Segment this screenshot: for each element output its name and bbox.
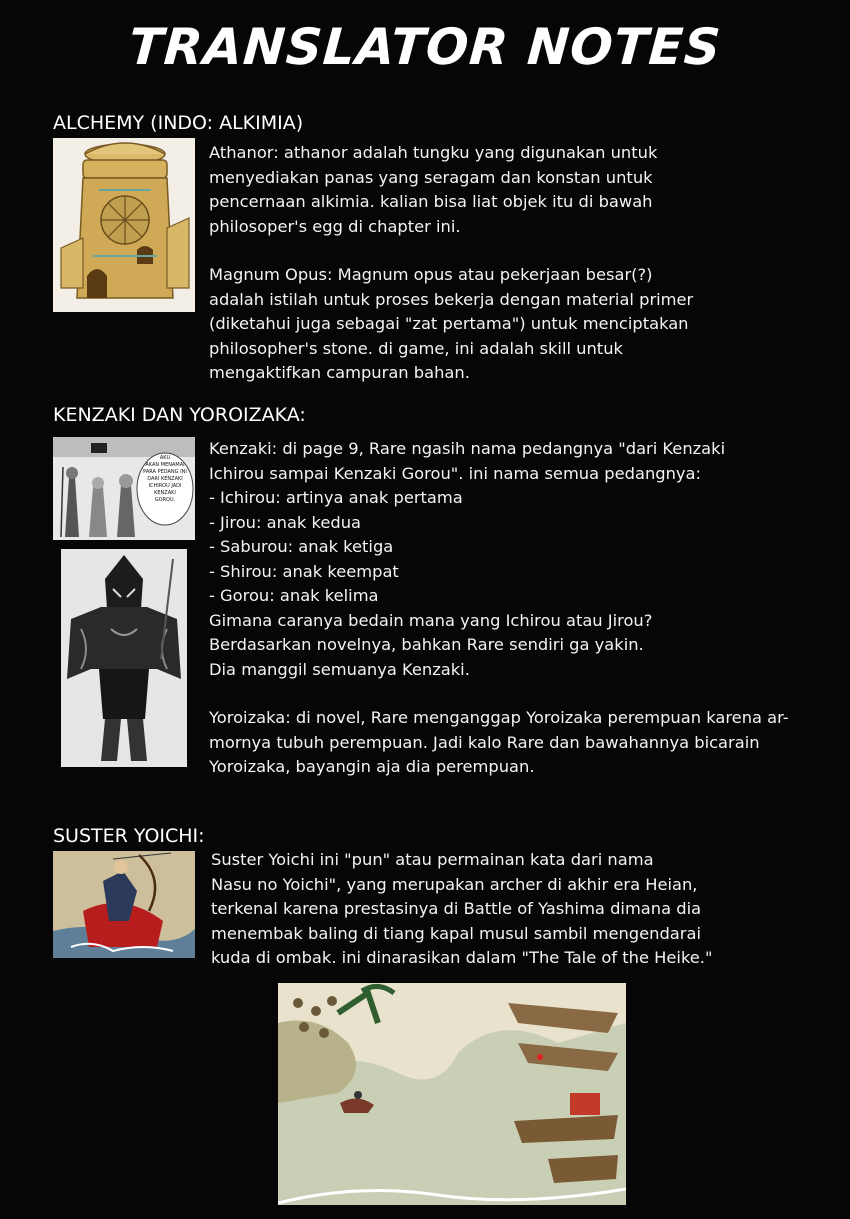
kenzaki-paragraph [209, 437, 725, 682]
text-line: Magnum Opus: Magnum opus atau pekerjaan besar(?) [209, 265, 653, 284]
yoichi-heading: SUSTER YOICHI: [53, 825, 205, 847]
text-line: Nasu no Yoichi", yang merupakan archer di akhir era Heian, [211, 874, 698, 894]
text-line: philosopher's stone. di game, ini adalah skill untuk [209, 338, 623, 358]
armor-knight-image [61, 549, 187, 767]
page-title: TRANSLATOR NOTES [126, 18, 724, 76]
bubble-line: AKU [159, 455, 171, 461]
yoichi-paragraph [211, 848, 712, 971]
manga-speech-bubble [139, 455, 191, 504]
bubble-line: AKAN MENAMAI [145, 462, 185, 468]
text-line: - Shirou: anak keempat [209, 561, 399, 581]
text-line: Gimana caranya bedain mana yang Ichirou atau Jirou? [209, 610, 653, 630]
text-line: Dia manggil semuanya Kenzaki. [209, 659, 470, 679]
text-line: Kenzaki: di page 9, Rare ngasih nama pedangnya "dari Kenzaki [209, 439, 726, 458]
alchemy-heading: ALCHEMY (INDO: ALKIMIA) [53, 112, 304, 134]
text-line: (diketahui juga sebagai "zat pertama") untuk menciptakan [209, 314, 689, 333]
text-line: Suster Yoichi ini "pun" atau permainan kata dari nama [211, 850, 654, 869]
text-line: Yoroizaka, bayangin aja dia perempuan. [209, 757, 535, 776]
text-line: Ichirou sampai Kenzaki Gorou". ini nama semua pedangnya: [209, 463, 702, 483]
text-line: menembak baling di tiang kapal musul sambil mengendarai [211, 923, 701, 943]
text-line: - Jirou: anak kedua [209, 512, 362, 532]
text-line: - Saburou: anak ketiga [209, 537, 394, 556]
text-line: terkenal karena prestasinya di Battle of Yashima dimana dia [211, 899, 702, 918]
text-line: kuda di ombak. ini dinarasikan dalam "The Tale of the Heike." [211, 948, 713, 967]
text-line: - Ichirou: artinya anak pertama [209, 488, 463, 507]
bubble-line: DARI KENZAKI [147, 476, 183, 482]
text-line: philosoper's egg di chapter ini. [209, 216, 461, 236]
text-line: - Gorou: anak kelima [209, 586, 379, 605]
yoroizaka-paragraph [209, 706, 789, 780]
athanor-image [53, 138, 195, 312]
bubble-line: KENZAKI [154, 490, 176, 496]
text-line: mornya tubuh perempuan. Jadi kalo Rare dan bawahannya bicarain [209, 732, 760, 752]
yoichi-archer-image [53, 851, 195, 958]
text-line: Athanor: athanor adalah tungku yang digunakan untuk [209, 143, 658, 162]
text-line: menyediakan panas yang seragam dan konstan untuk [209, 167, 653, 187]
magnum-opus-paragraph [209, 263, 693, 386]
text-line: adalah istilah untuk proses bekerja dengan material primer [209, 289, 694, 309]
heike-scroll-painting [278, 983, 626, 1205]
bubble-line: PARA PEDANG INI [143, 469, 187, 475]
bubble-line: GOROU. [154, 497, 176, 503]
text-line: Berdasarkan novelnya, bahkan Rare sendiri ga yakin. [209, 635, 644, 654]
bubble-line: ICHIROU JADI [148, 483, 182, 489]
text-line: Yoroizaka: di novel, Rare menganggap Yoroizaka perempuan karena ar- [209, 708, 789, 727]
manga-panel-image [53, 437, 195, 540]
text-line: mengaktifkan campuran bahan. [209, 363, 470, 382]
athanor-paragraph [209, 141, 657, 239]
kenzaki-heading: KENZAKI DAN YOROIZAKA: [53, 404, 306, 426]
text-line: pencernaan alkimia. kalian bisa liat objek itu di bawah [209, 192, 653, 211]
